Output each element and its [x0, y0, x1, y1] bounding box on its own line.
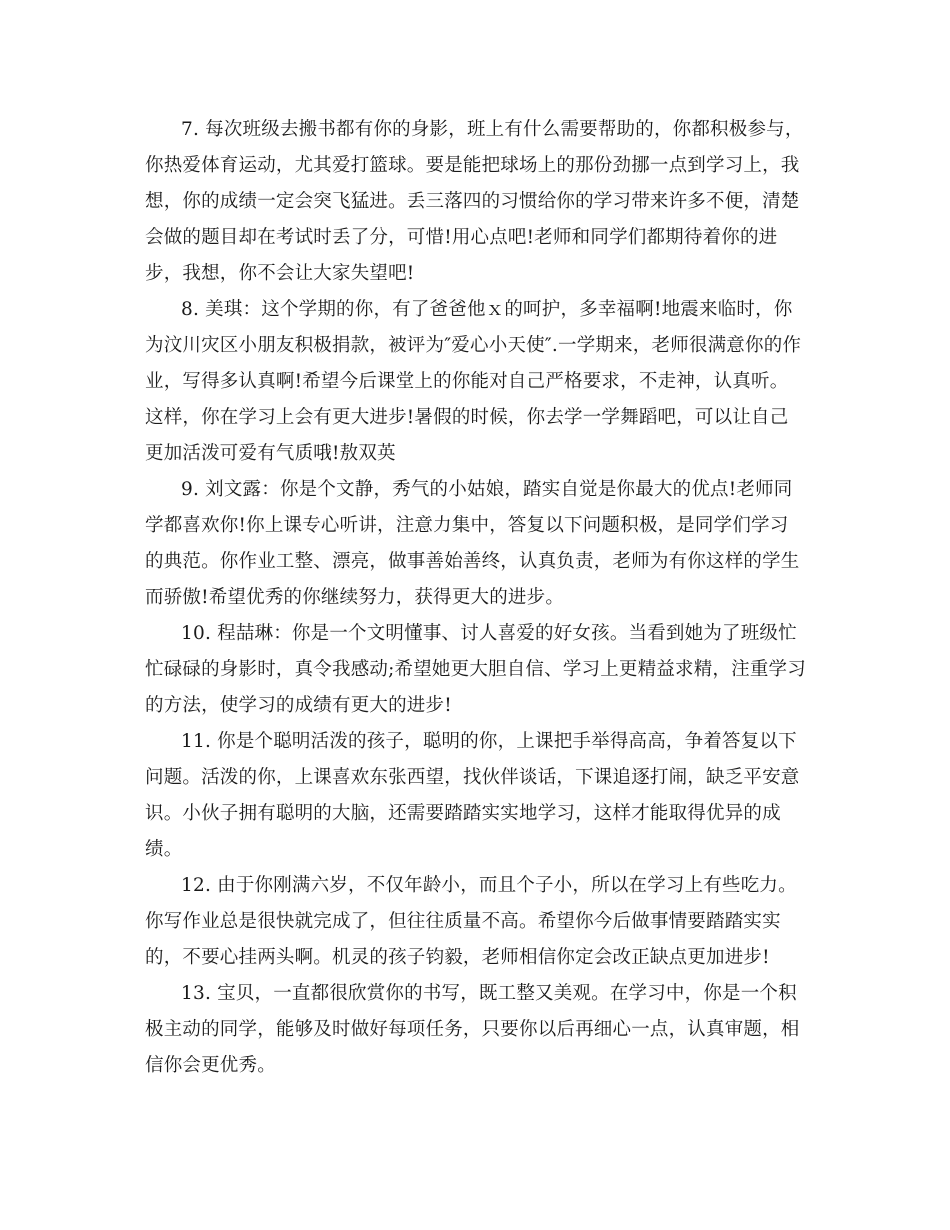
document-body: [145, 112, 807, 1084]
comment-paragraph-11: [145, 724, 807, 868]
paragraph-number: 9.: [181, 479, 200, 500]
paragraph-text: 由于你刚满六岁，不仅年龄小，而且个子小，所以在学习上有些吃力。你写作业总是很快就完成了，但往往质量不高。希望你今后做事情要踏踏实实的，不要心挂两头啊。机灵的孩子钧毅，老师相信你定会改正缺点更加进步!: [145, 875, 797, 968]
paragraph-number: 8.: [181, 299, 200, 320]
paragraph-text: 刘文露：你是个文静，秀气的小姑娘，踏实自觉是你最大的优点!老师同学都喜欢你!你上课专心听讲，注意力集中，答复以下问题积极，是同学们学习的典范。你作业工整、漂亮，做事善始善终，认真负责，老师为有你这样的学生而骄傲!希望优秀的你继续努力，获得更大的进步。: [145, 479, 800, 608]
paragraph-text: 程喆琳：你是一个文明懂事、讨人喜爱的好女孩。当看到她为了班级忙忙碌碌的身影时，真令我感动;希望她更大胆自信、学习上更精益求精，注重学习的方法，使学习的成绩有更大的进步!: [145, 623, 806, 716]
paragraph-text: 每次班级去搬书都有你的身影，班上有什么需要帮助的，你都积极参与，你热爱体育运动，尤其爱打篮球。要是能把球场上的那份劲挪一点到学习上，我想，你的成绩一定会突飞猛进。丢三落四的习惯给你的学习带来许多不便，清楚会做的题目却在考试时丢了分，可惜!用心点吧!老师和同学们都期待着你的进步，我想，你不会让大家失望吧!: [145, 119, 804, 284]
paragraph-number: 13.: [181, 983, 212, 1004]
paragraph-text: 你是个聪明活泼的孩子，聪明的你，上课把手举得高高，争着答复以下问题。活泼的你，上课喜欢东张西望，找伙伴谈话，下课追逐打闹，缺乏平安意识。小伙子拥有聪明的大脑，还需要踏踏实实地学习，这样才能取得优异的成绩。: [145, 731, 800, 860]
comment-paragraph-10: [145, 616, 807, 724]
comment-paragraph-7: [145, 112, 807, 292]
comment-paragraph-13: [145, 976, 807, 1084]
comment-paragraph-9: [145, 472, 807, 616]
paragraph-number: 10.: [181, 623, 212, 644]
comment-paragraph-8: [145, 292, 807, 472]
paragraph-text: 宝贝，一直都很欣赏你的书写，既工整又美观。在学习中，你是一个积极主动的同学，能够及时做好每项任务，只要你以后再细心一点，认真审题，相信你会更优秀。: [145, 983, 800, 1076]
paragraph-number: 11.: [181, 731, 212, 752]
comment-paragraph-12: [145, 868, 807, 976]
paragraph-text: 美琪：这个学期的你，有了爸爸他ｘ的呵护，多幸福啊!地震来临时，你为汶川灾区小朋友积极捐款，被评为″爱心小天使″.一学期来，老师很满意你的作业，写得多认真啊!希望今后课堂上的你能对自己严格要求，不走神，认真听。这样，你在学习上会有更大进步!暑假的时候，你去学一学舞蹈吧，可以让自己更加活泼可爱有气质哦!敖双英: [145, 299, 802, 464]
paragraph-number: 7.: [181, 119, 200, 140]
paragraph-number: 12.: [181, 875, 212, 896]
